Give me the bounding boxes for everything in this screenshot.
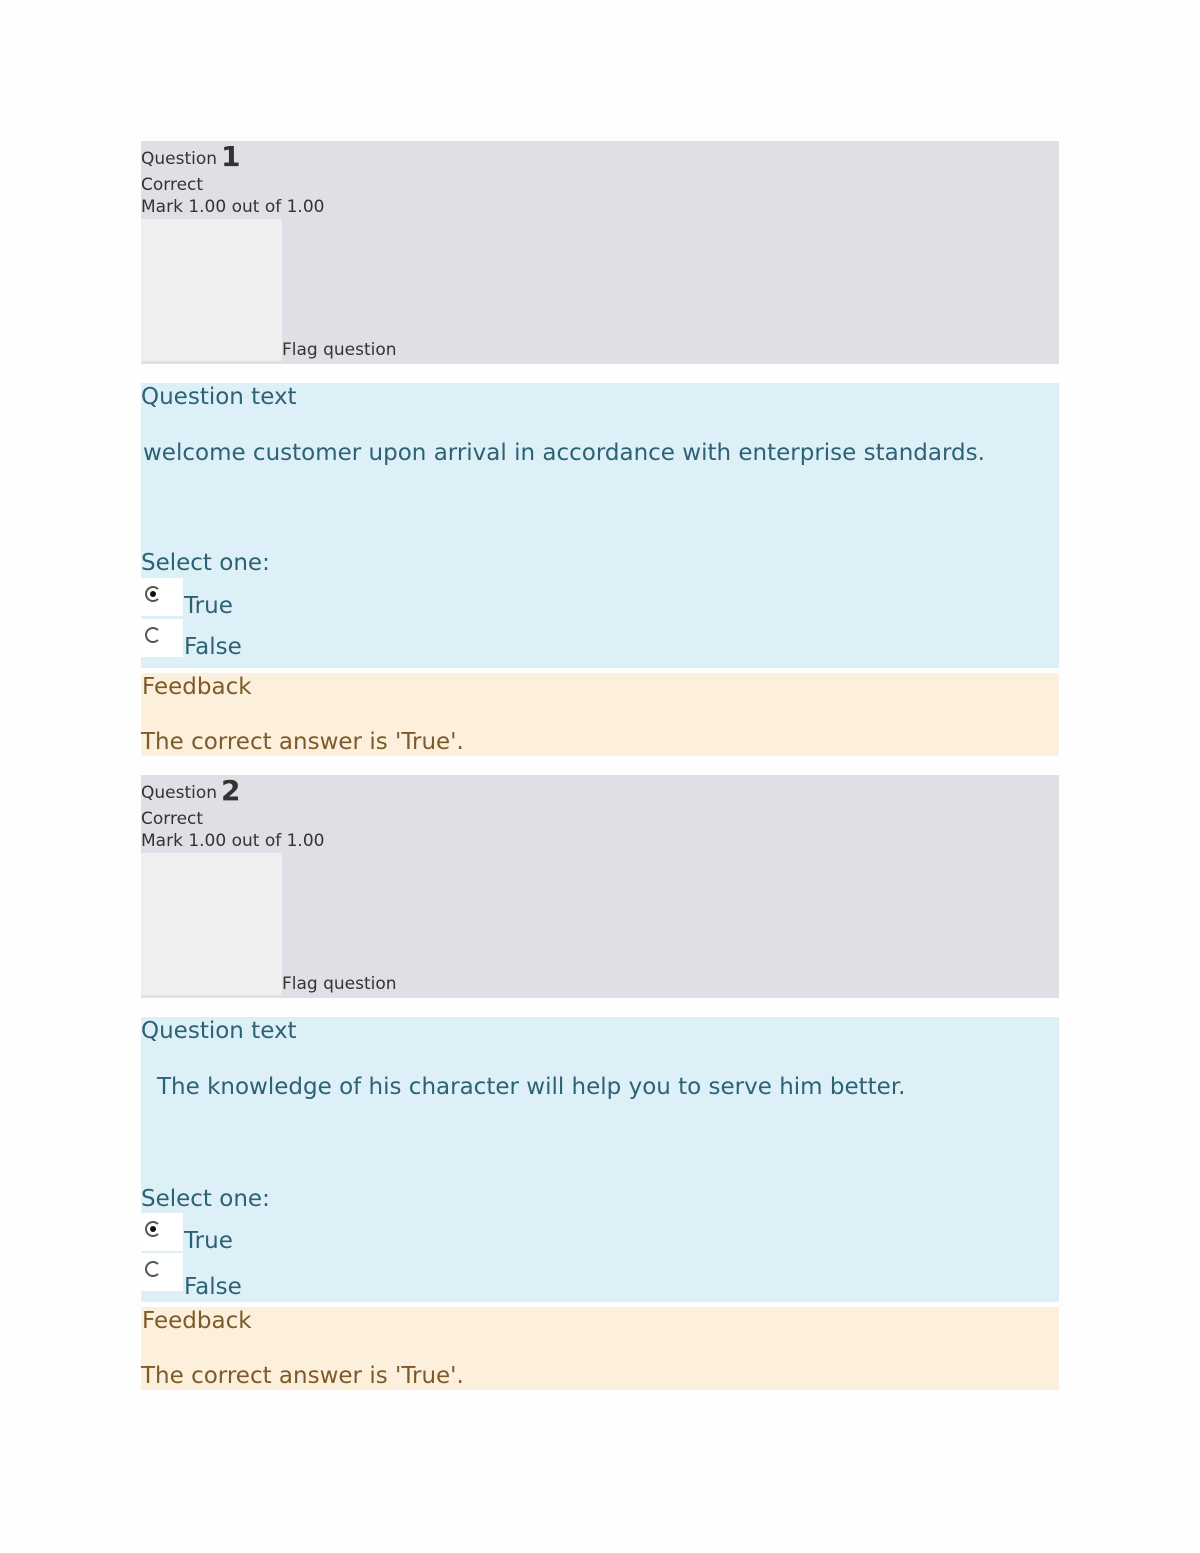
question-number [141,140,241,173]
radio-button-selected[interactable] [145,1221,161,1237]
option-label[interactable]: True [184,593,233,619]
question-info [141,141,1059,364]
question-number [141,774,241,807]
question-feedback [141,1307,1059,1390]
question-text: welcome customer upon arrival in accordance with enterprise standards. [143,440,985,466]
radio-button[interactable] [145,1261,161,1277]
answer-option-true[interactable] [141,1213,441,1257]
radio-container [141,578,183,616]
option-label[interactable]: False [184,1274,242,1300]
radio-button-selected[interactable] [145,586,161,602]
answer-option-false[interactable] [141,619,441,663]
option-label[interactable]: True [184,1228,233,1254]
radio-container [141,1253,183,1291]
flag-question-link[interactable]: Flag question [282,340,397,360]
question-grade: Mark 1.00 out of 1.00 [141,197,325,217]
radio-button[interactable] [145,627,161,643]
question-label: Question [141,783,218,803]
question-state: Correct [141,809,204,829]
feedback-text: The correct answer is 'True'. [141,1363,464,1389]
question-text-heading: Question text [141,1018,297,1044]
question-formulation [141,1017,1059,1302]
question-state: Correct [141,175,204,195]
radio-container [141,619,183,657]
question-number-value: 2 [221,774,241,807]
option-label[interactable]: False [184,634,242,660]
answer-prompt: Select one: [141,1186,270,1212]
question-formulation [141,383,1059,668]
question-label: Question [141,149,218,169]
radio-container [141,1213,183,1251]
feedback-text: The correct answer is 'True'. [141,729,464,755]
question-info [141,775,1059,998]
flag-icon[interactable] [141,219,282,361]
feedback-heading: Feedback [142,1308,252,1334]
question-feedback [141,673,1059,756]
answer-prompt: Select one: [141,550,270,576]
question-text: The knowledge of his character will help you to serve him better. [157,1074,906,1100]
feedback-heading: Feedback [142,674,252,700]
flag-question-link[interactable]: Flag question [282,974,397,994]
answer-option-true[interactable] [141,578,441,622]
flag-icon[interactable] [141,853,282,995]
question-grade: Mark 1.00 out of 1.00 [141,831,325,851]
question-number-value: 1 [221,140,241,173]
answer-option-false[interactable] [141,1253,441,1300]
question-text-heading: Question text [141,384,297,410]
